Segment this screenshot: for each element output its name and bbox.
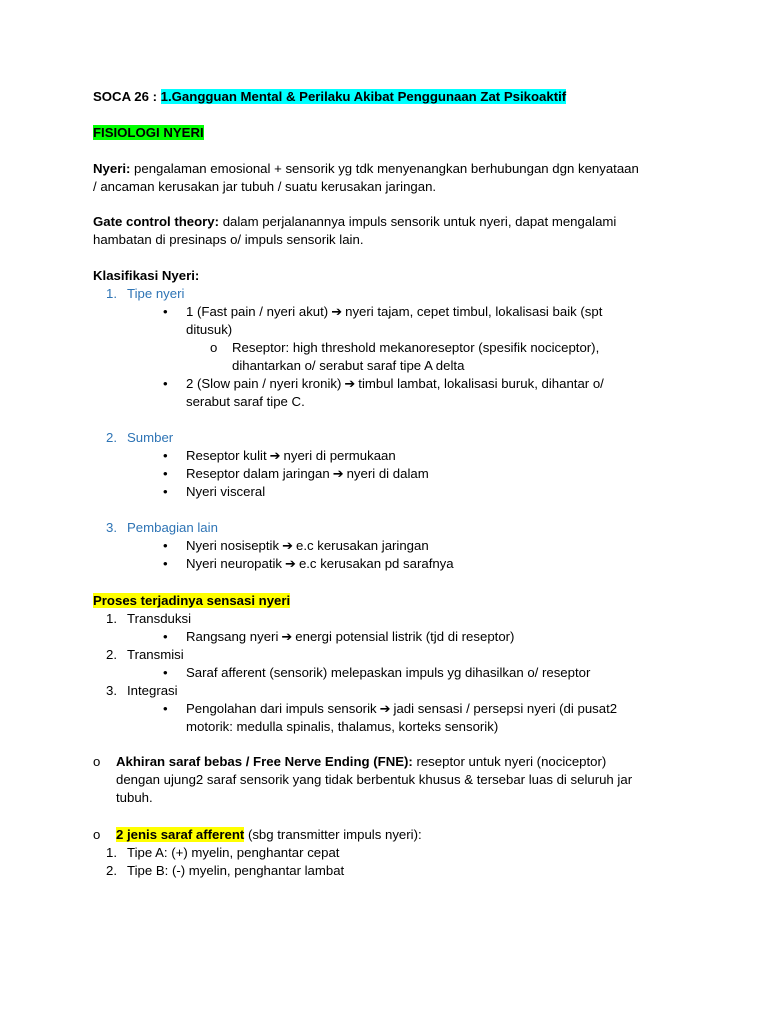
section-heading-fisiologi: FISIOLOGI NYERI (93, 125, 204, 140)
bullet-slow-pain-cont: serabut saraf tipe C. (186, 394, 305, 409)
arrow-right-icon: ➔ (285, 556, 296, 571)
arrow-right-icon: ➔ (379, 701, 391, 716)
term-nyeri: Nyeri: (93, 161, 131, 176)
bullet-rangsang: • Rangsang nyeri ➔ energi potensial listrik (tjd di reseptor) (163, 629, 515, 644)
paragraph-nyeri (93, 160, 683, 196)
sub-bullet-reseptor-cont: dihantarkan o/ serabut saraf tipe A delta (232, 358, 465, 373)
klasifikasi-section (93, 267, 683, 573)
bullet-icon: • (163, 538, 168, 553)
klasifikasi-heading: Klasifikasi Nyeri: (93, 268, 200, 283)
bullet-fast-pain-cont: ditusuk) (186, 322, 233, 337)
list-item-tipe-b: 2. Tipe B: (-) myelin, penghantar lambat (106, 863, 345, 878)
list-item-integrasi: 3. Integrasi (106, 683, 178, 698)
ring-bullet-icon: o (93, 754, 101, 769)
title-line (93, 88, 683, 106)
arrow-right-icon: ➔ (282, 538, 293, 553)
list-item-tipe: 1. Tipe nyeri (106, 286, 185, 301)
gate-text-1: dalam perjalanannya impuls sensorik untuk nyeri, dapat mengalami (219, 214, 617, 229)
ring-bullet-icon: o (210, 340, 218, 355)
title-highlight: 1.Gangguan Mental & Perilaku Akibat Penggunaan Zat Psikoaktif (160, 89, 567, 104)
term-fne: Akhiran saraf bebas / Free Nerve Ending (FNE): (116, 754, 413, 769)
section-fisiologi (93, 124, 683, 142)
fne-paragraph: o Akhiran saraf bebas / Free Nerve Ending (FNE): reseptor untuk nyeri (nociceptor) dengan ujung2 saraf sensorik yang tidak berbentuk khusus & tersebar luas di seluruh jar tubuh. (93, 753, 683, 807)
list-item-tipe-a: 1. Tipe A: (+) myelin, penghantar cepat (106, 845, 340, 860)
fne-text-3: tubuh. (116, 790, 153, 805)
list-item-sumber: 2. Sumber (106, 430, 174, 445)
paragraph-gate (93, 213, 683, 249)
bullet-icon: • (163, 304, 168, 319)
bullet-icon: • (163, 376, 168, 391)
bullet-afferent: • Saraf afferent (sensorik) melepaskan impuls yg dihasilkan o/ reseptor (163, 665, 591, 680)
gate-text-2: hambatan di presinaps o/ impuls sensorik lain. (93, 232, 364, 247)
bullet-icon: • (163, 629, 168, 644)
proses-heading: Proses terjadinya sensasi nyeri (93, 593, 291, 608)
bullet-reseptor-kulit: • Reseptor kulit ➔ nyeri di permukaan (163, 448, 396, 463)
bullet-slow-pain: • 2 (Slow pain / nyeri kronik) ➔ timbul lambat, lokalisasi buruk, dihantar o/ (163, 376, 604, 391)
afferent-section: o 2 jenis saraf afferent (sbg transmitter impuls nyeri): 1. Tipe A: (+) myelin, penghantar cepat 2. Tipe B: (-) myelin, penghantar lambat (93, 826, 683, 880)
fne-text-2: dengan ujung2 saraf sensorik yang tidak berbentuk khusus & tersebar luas di seluruh jar (116, 772, 633, 787)
ring-bullet-icon: o (93, 827, 101, 842)
sub-bullet-reseptor: o Reseptor: high threshold mekanoreseptor (spesifik nociceptor), (210, 340, 600, 355)
term-gate: Gate control theory: (93, 214, 220, 229)
proses-section (93, 592, 683, 736)
title-prefix: SOCA 26 : (93, 89, 161, 104)
bullet-icon: • (163, 701, 168, 716)
bullet-icon: • (163, 448, 168, 463)
arrow-right-icon: ➔ (344, 376, 356, 391)
bullet-icon: • (163, 665, 168, 680)
list-item-transduksi: 1. Transduksi (106, 611, 192, 626)
bullet-fast-pain: • 1 (Fast pain / nyeri akut) ➔ nyeri tajam, cepet timbul, lokalisasi baik (spt (163, 304, 603, 319)
list-item-transmisi: 2. Transmisi (106, 647, 184, 662)
arrow-right-icon: ➔ (331, 304, 343, 319)
nyeri-text-2: / ancaman kerusakan jar tubuh / suatu kerusakan jaringan. (93, 179, 437, 194)
bullet-icon: • (163, 466, 168, 481)
nyeri-text-1: pengalaman emosional + sensorik yg tdk menyenangkan berhubungan dgn kenyataan (130, 161, 639, 176)
bullet-pengolahan-cont: motorik: medulla spinalis, thalamus, korteks sensorik) (186, 719, 499, 734)
list-item-pembagian: 3. Pembagian lain (106, 520, 218, 535)
bullet-visceral: • Nyeri visceral (163, 484, 266, 499)
bullet-neuropatik: • Nyeri neuropatik ➔ e.c kerusakan pd sarafnya (163, 556, 454, 571)
arrow-right-icon: ➔ (281, 629, 293, 644)
bullet-icon: • (163, 556, 168, 571)
arrow-right-icon: ➔ (269, 448, 281, 463)
arrow-right-icon: ➔ (332, 466, 344, 481)
term-afferent: 2 jenis saraf afferent (116, 827, 245, 842)
bullet-icon: • (163, 484, 168, 499)
bullet-nosiseptik: • Nyeri nosiseptik ➔ e.c kerusakan jaringan (163, 538, 429, 553)
bullet-pengolahan: • Pengolahan dari impuls sensorik ➔ jadi sensasi / persepsi nyeri (di pusat2 (163, 701, 618, 716)
bullet-reseptor-dalam: • Reseptor dalam jaringan ➔ nyeri di dalam (163, 466, 429, 481)
